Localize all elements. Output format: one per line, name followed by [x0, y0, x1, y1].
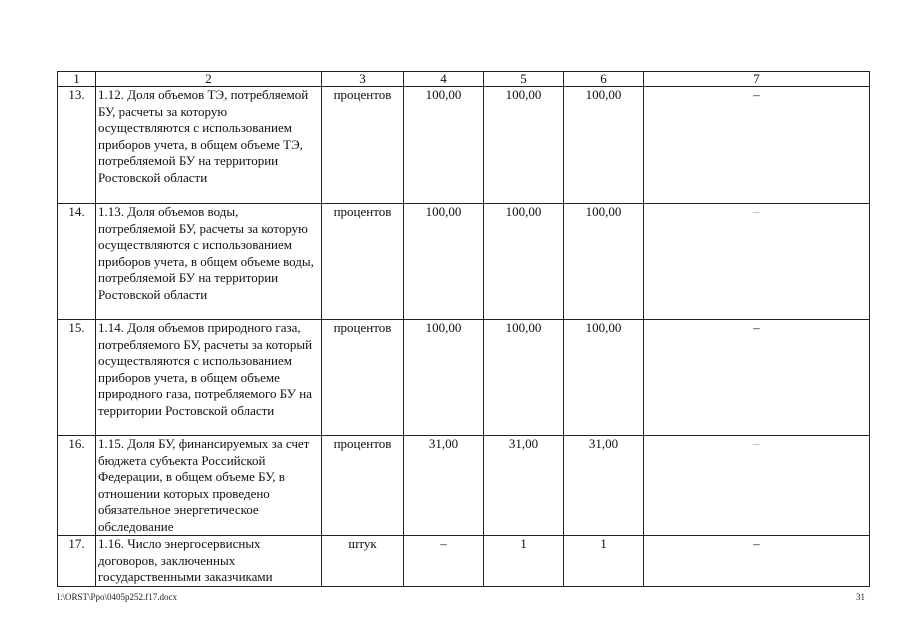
note-cell: – [644, 436, 870, 536]
column-number-row [58, 72, 870, 87]
value-cell: – [404, 536, 484, 587]
page-number: 31 [856, 592, 865, 602]
value-cell: 100,00 [404, 320, 484, 436]
unit-cell: процентов [322, 87, 404, 204]
table-row [58, 87, 870, 204]
note-cell: – [644, 87, 870, 204]
value-cell: 100,00 [404, 204, 484, 320]
unit-cell: процентов [322, 436, 404, 536]
column-header: 1 [58, 72, 96, 87]
unit-cell: штук [322, 536, 404, 587]
note-cell: – [644, 204, 870, 320]
value-cell: 100,00 [564, 87, 644, 204]
unit-cell: процентов [322, 320, 404, 436]
indicator-name: 1.14. Доля объемов природного газа, потребляемого БУ, расчеты за который осуществляются с использованием приборов учета, в общем объеме природного газа, потребляемого БУ на территории Ростовской области [96, 320, 322, 436]
note-cell: – [644, 320, 870, 436]
table-row [58, 320, 870, 436]
unit-cell: процентов [322, 204, 404, 320]
row-number: 13. [58, 87, 96, 204]
column-header: 2 [96, 72, 322, 87]
row-number: 16. [58, 436, 96, 536]
indicator-name: 1.16. Число энергосервисных договоров, заключенных государственными заказчиками [96, 536, 322, 587]
table-row [58, 536, 870, 587]
note-cell: – [644, 536, 870, 587]
row-number: 14. [58, 204, 96, 320]
column-header: 7 [644, 72, 870, 87]
indicator-name: 1.13. Доля объемов воды, потребляемой БУ, расчеты за которую осуществляются с использованием приборов учета, в общем объеме воды, потребляемой БУ на территории Ростовской области [96, 204, 322, 320]
column-header: 5 [484, 72, 564, 87]
value-cell: 100,00 [484, 320, 564, 436]
value-cell: 100,00 [404, 87, 484, 204]
table-row [58, 204, 870, 320]
indicator-name: 1.12. Доля объемов ТЭ, потребляемой БУ, расчеты за которую осуществляются с использованием приборов учета, в общем объеме ТЭ, потребляемой БУ на территории Ростовской области [96, 87, 322, 204]
value-cell: 31,00 [404, 436, 484, 536]
row-number: 17. [58, 536, 96, 587]
row-number: 15. [58, 320, 96, 436]
column-header: 4 [404, 72, 484, 87]
column-header: 6 [564, 72, 644, 87]
column-header: 3 [322, 72, 404, 87]
footer-file-path: I:\ORST\Ppo\0405p252.f17.docx [57, 592, 178, 602]
value-cell: 31,00 [564, 436, 644, 536]
indicators-table [57, 71, 870, 587]
value-cell: 31,00 [484, 436, 564, 536]
value-cell: 100,00 [484, 87, 564, 204]
indicator-name: 1.15. Доля БУ, финансируемых за счет бюджета субъекта Российской Федерации, в общем объеме БУ, в отношении которых проведено обязательное энергетическое обследование [96, 436, 322, 536]
value-cell: 1 [484, 536, 564, 587]
value-cell: 100,00 [564, 204, 644, 320]
value-cell: 100,00 [564, 320, 644, 436]
value-cell: 100,00 [484, 204, 564, 320]
value-cell: 1 [564, 536, 644, 587]
table-row [58, 436, 870, 536]
